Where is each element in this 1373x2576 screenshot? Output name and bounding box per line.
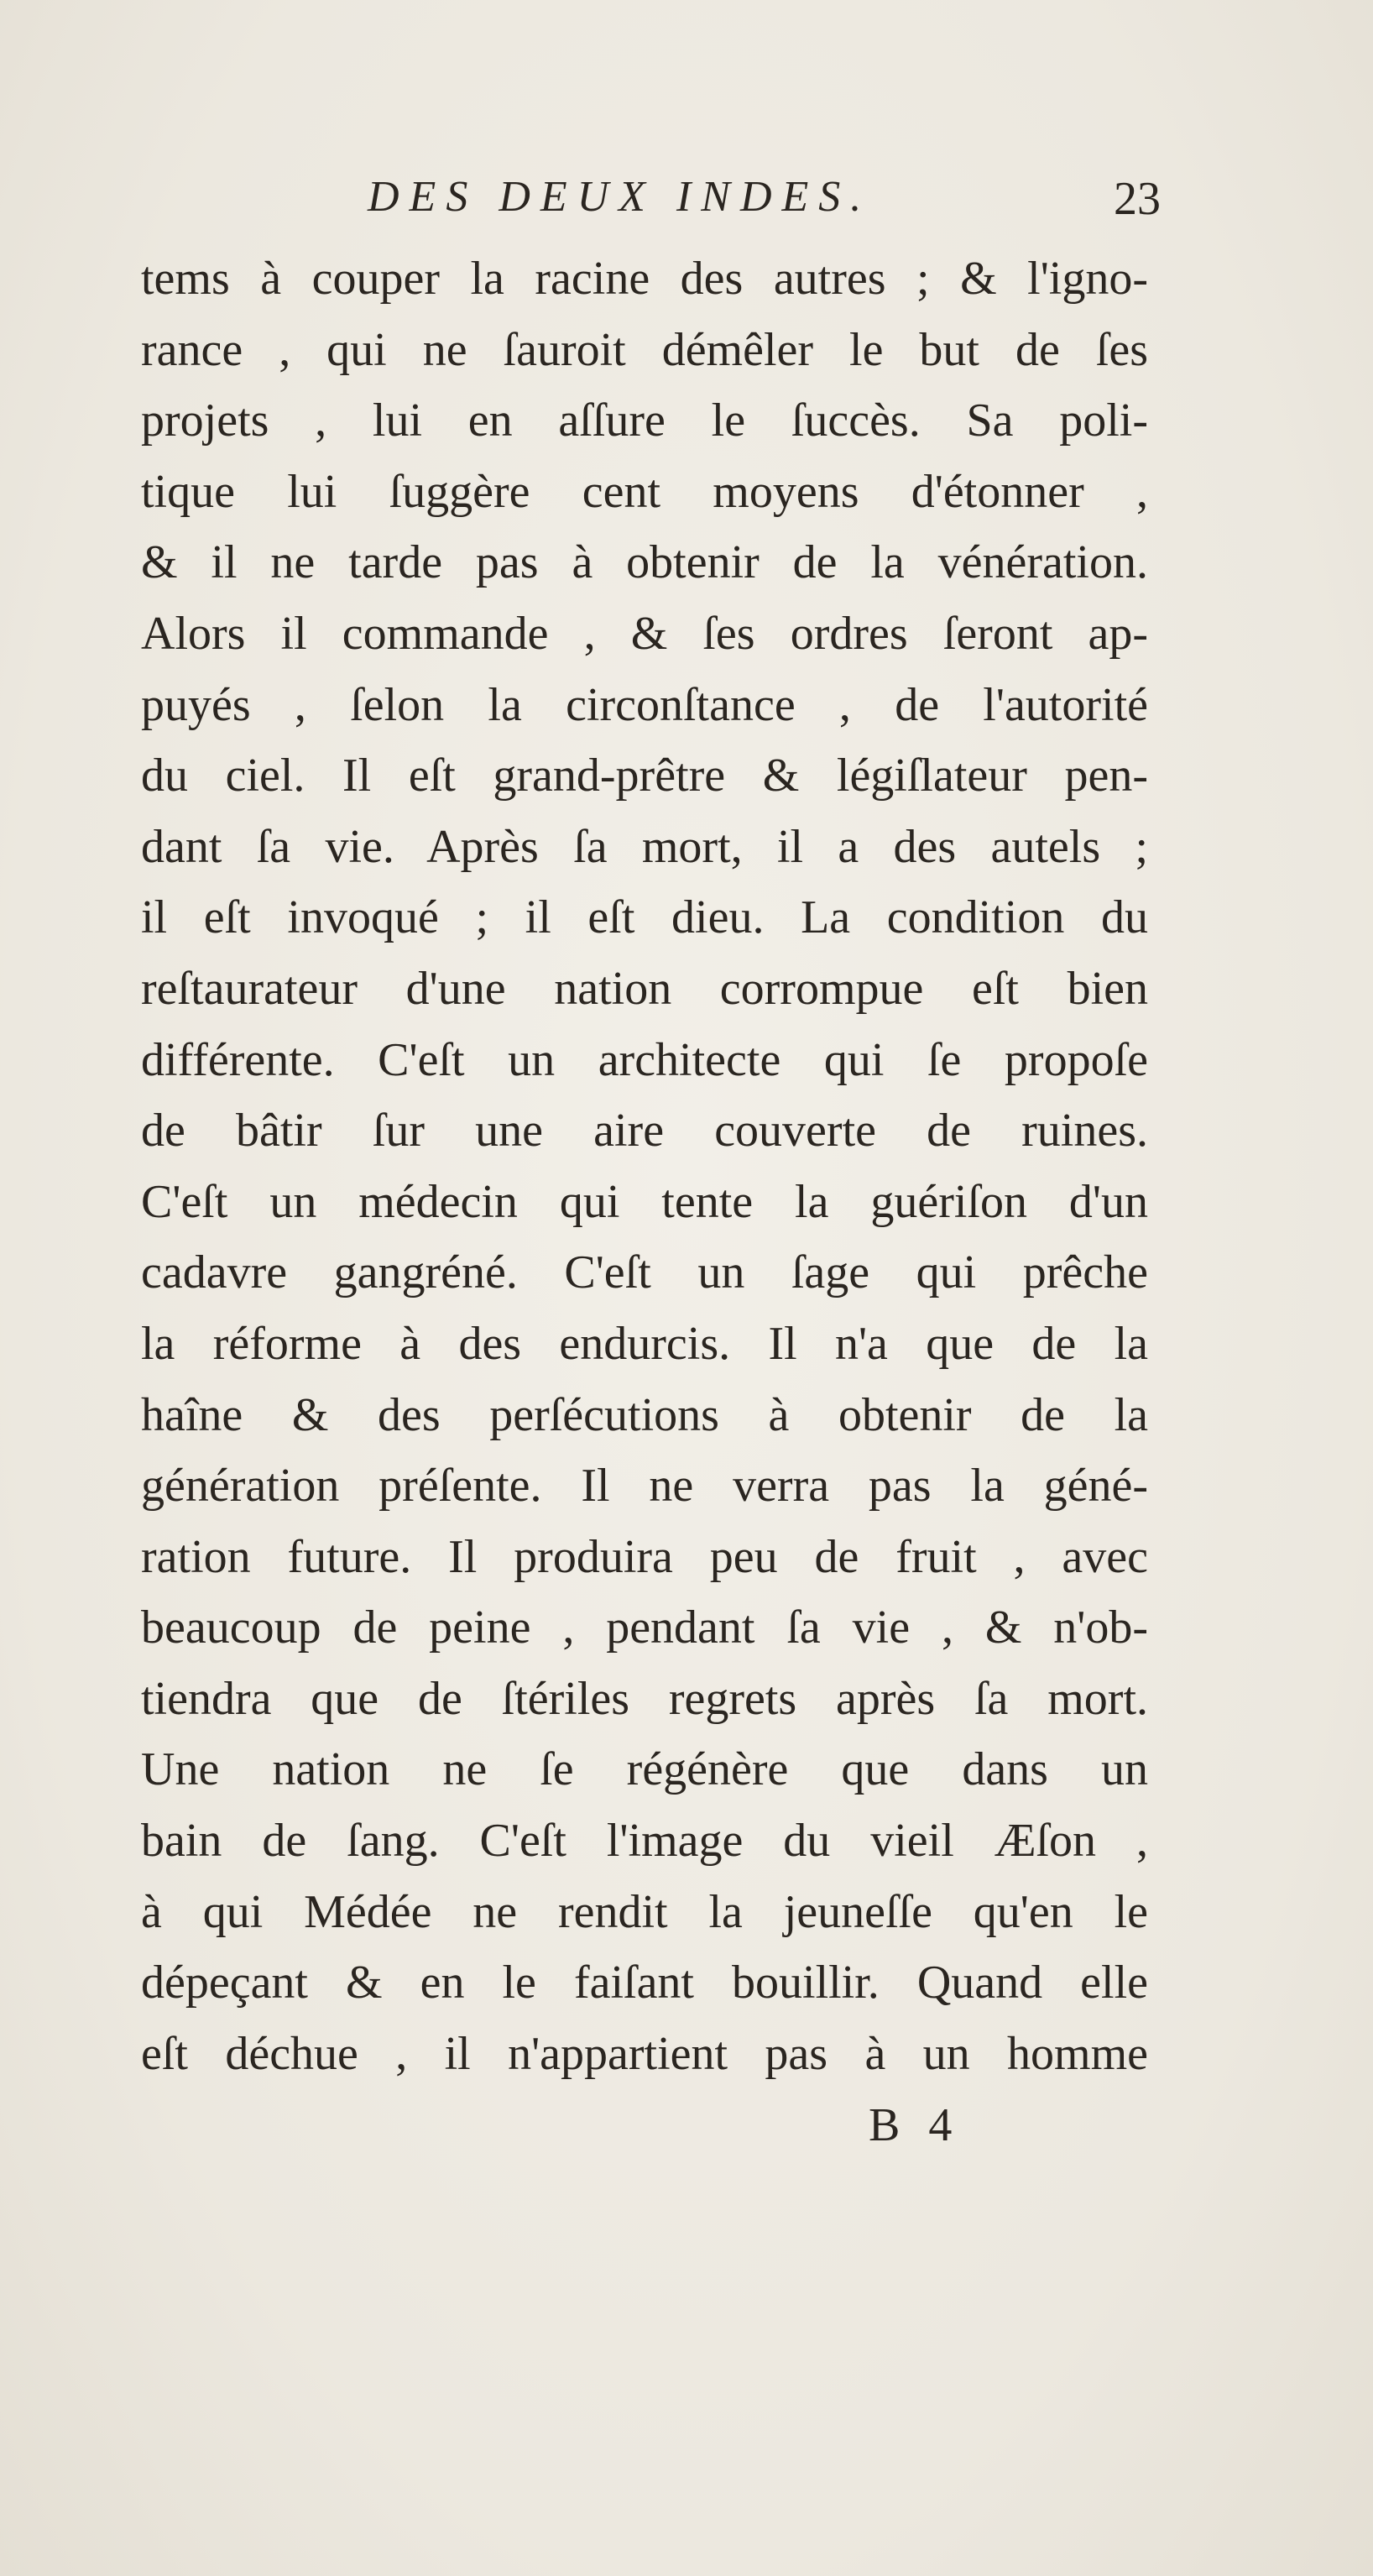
text-line: Une nation ne ſe régénère que dans un: [141, 1743, 1148, 1796]
signature-mark: B 4: [869, 2099, 961, 2151]
text-line: projets , lui en aſſure le ſuccès. Sa poli-: [141, 394, 1148, 447]
text-line: C'eſt un médecin qui tente la guériſon d'un: [141, 1175, 1148, 1228]
text-line: rance , qui ne ſauroit démêler le but de ſes: [141, 323, 1148, 376]
running-head: [141, 172, 1161, 231]
text-line: de bâtir ſur une aire couverte de ruines.: [141, 1105, 1148, 1157]
text-line: à qui Médée ne rendit la jeuneſſe qu'en le: [141, 1885, 1148, 1938]
text-line: & il ne tarde pas à obtenir de la vénération.: [141, 536, 1148, 589]
text-line: reſtaurateur d'une nation corrompue eſt bien: [141, 962, 1148, 1015]
text-line: il eſt invoqué ; il eſt dieu. La condition du: [141, 891, 1148, 944]
text-line: tique lui ſuggère cent moyens d'étonner ,: [141, 465, 1148, 518]
body-text: [141, 243, 1148, 2089]
text-line: différente. C'eſt un architecte qui ſe propoſe: [141, 1033, 1148, 1086]
text-line: la réforme à des endurcis. Il n'a que de la: [141, 1317, 1148, 1370]
text-line: tiendra que de ſtériles regrets après ſa mort.: [141, 1672, 1148, 1725]
text-line: bain de ſang. C'eſt l'image du vieil Æſon ,: [141, 1815, 1148, 1868]
text-line: ration future. Il produira peu de fruit , avec: [141, 1530, 1148, 1583]
text-line: haîne & des perſécutions à obtenir de la: [141, 1388, 1148, 1441]
text-line: du ciel. Il eſt grand-prêtre & légiſlateur pen-: [141, 750, 1148, 802]
text-line: eſt déchue , il n'appartient pas à un homme: [141, 2027, 1148, 2080]
page-number: 23: [1114, 173, 1161, 225]
text-line: cadavre gangréné. C'eſt un ſage qui prêche: [141, 1246, 1148, 1299]
text-line: puyés , ſelon la circonſtance , de l'autorité: [141, 678, 1148, 731]
text-line: tems à couper la racine des autres ; & l'igno-: [141, 253, 1148, 305]
running-title: DES DEUX INDES.: [368, 173, 872, 221]
text-line: génération préſente. Il ne verra pas la géné-: [141, 1460, 1148, 1513]
text-line: dant ſa vie. Après ſa mort, il a des autels ;: [141, 820, 1148, 873]
text-line: beaucoup de peine , pendant ſa vie , & n'ob-: [141, 1602, 1148, 1654]
text-line: dépeçant & en le faiſant bouillir. Quand elle: [141, 1957, 1148, 2009]
text-line: Alors il commande , & ſes ordres ſeront ap-: [141, 607, 1148, 660]
